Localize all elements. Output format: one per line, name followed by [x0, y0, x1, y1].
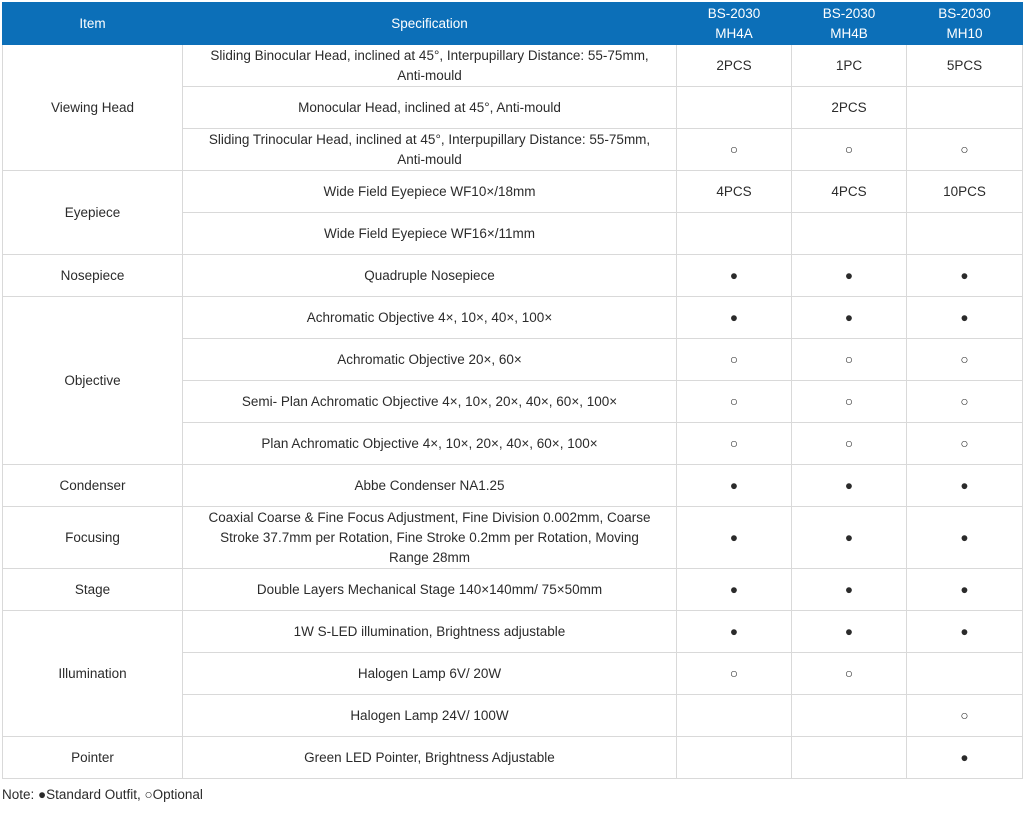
value-cell: ○	[792, 381, 907, 423]
value-cell: ●	[907, 569, 1023, 611]
table-row	[3, 507, 1023, 569]
spec-cell: Wide Field Eyepiece WF16×/11mm	[183, 213, 677, 255]
spec-cell: Monocular Head, inclined at 45°, Anti-mould	[183, 87, 677, 129]
table-row	[3, 611, 1023, 653]
value-cell	[792, 737, 907, 779]
value-cell: ●	[792, 569, 907, 611]
item-cell: Eyepiece	[3, 171, 183, 255]
value-cell: ●	[677, 255, 792, 297]
table-row	[3, 255, 1023, 297]
spec-cell: Halogen Lamp 6V/ 20W	[183, 653, 677, 695]
header-model-mh10: BS-2030 MH10	[907, 3, 1023, 45]
value-cell: ●	[792, 297, 907, 339]
table-row	[3, 465, 1023, 507]
value-cell: 2PCS	[792, 87, 907, 129]
item-cell: Objective	[3, 297, 183, 465]
spec-table	[2, 2, 1023, 779]
value-cell: ○	[677, 423, 792, 465]
value-cell: ○	[907, 381, 1023, 423]
spec-cell: Sliding Trinocular Head, inclined at 45°, Interpupillary Distance: 55-75mm, Anti-mould	[183, 129, 677, 171]
value-cell: ○	[907, 423, 1023, 465]
value-cell: 1PC	[792, 45, 907, 87]
table-row	[3, 45, 1023, 87]
value-cell	[677, 695, 792, 737]
spec-cell: Sliding Binocular Head, inclined at 45°, Interpupillary Distance: 55-75mm, Anti-mould	[183, 45, 677, 87]
value-cell: ○	[677, 653, 792, 695]
value-cell: ●	[792, 255, 907, 297]
value-cell: ●	[907, 297, 1023, 339]
value-cell: ●	[907, 611, 1023, 653]
value-cell: ○	[907, 129, 1023, 171]
value-cell: ○	[792, 129, 907, 171]
header-item: Item	[3, 3, 183, 45]
value-cell: ●	[677, 611, 792, 653]
table-row	[3, 171, 1023, 213]
spec-cell: Halogen Lamp 24V/ 100W	[183, 695, 677, 737]
value-cell	[907, 653, 1023, 695]
value-cell: ○	[792, 339, 907, 381]
spec-cell: Achromatic Objective 20×, 60×	[183, 339, 677, 381]
value-cell: ○	[792, 423, 907, 465]
value-cell: ○	[792, 653, 907, 695]
value-cell: 4PCS	[677, 171, 792, 213]
value-cell	[677, 87, 792, 129]
table-note: Note: ●Standard Outfit, ○Optional	[2, 787, 203, 802]
value-cell: ●	[677, 297, 792, 339]
value-cell: ○	[677, 129, 792, 171]
value-cell: ●	[792, 465, 907, 507]
item-cell: Focusing	[3, 507, 183, 569]
value-cell	[792, 213, 907, 255]
value-cell: 10PCS	[907, 171, 1023, 213]
item-cell: Pointer	[3, 737, 183, 779]
table-row	[3, 737, 1023, 779]
value-cell	[907, 87, 1023, 129]
spec-cell: Abbe Condenser NA1.25	[183, 465, 677, 507]
value-cell	[677, 737, 792, 779]
value-cell: ●	[907, 507, 1023, 569]
value-cell	[677, 213, 792, 255]
item-cell: Condenser	[3, 465, 183, 507]
value-cell: 2PCS	[677, 45, 792, 87]
item-cell: Nosepiece	[3, 255, 183, 297]
value-cell: ○	[907, 339, 1023, 381]
item-cell: Viewing Head	[3, 45, 183, 171]
value-cell	[792, 695, 907, 737]
spec-cell: Double Layers Mechanical Stage 140×140mm/ 75×50mm	[183, 569, 677, 611]
header-spec: Specification	[183, 3, 677, 45]
value-cell: ○	[677, 381, 792, 423]
value-cell: ●	[907, 255, 1023, 297]
item-cell: Stage	[3, 569, 183, 611]
spec-cell: Quadruple Nosepiece	[183, 255, 677, 297]
value-cell: ●	[792, 507, 907, 569]
spec-cell: Semi- Plan Achromatic Objective 4×, 10×, 20×, 40×, 60×, 100×	[183, 381, 677, 423]
header-row	[3, 3, 1023, 45]
header-model-mh4a: BS-2030 MH4A	[677, 3, 792, 45]
value-cell: ○	[677, 339, 792, 381]
value-cell: ●	[677, 507, 792, 569]
value-cell	[907, 213, 1023, 255]
spec-cell: Green LED Pointer, Brightness Adjustable	[183, 737, 677, 779]
table-row	[3, 569, 1023, 611]
value-cell: ●	[907, 465, 1023, 507]
spec-cell: 1W S-LED illumination, Brightness adjustable	[183, 611, 677, 653]
spec-cell: Wide Field Eyepiece WF10×/18mm	[183, 171, 677, 213]
value-cell: ●	[792, 611, 907, 653]
table-row	[3, 297, 1023, 339]
spec-cell: Achromatic Objective 4×, 10×, 40×, 100×	[183, 297, 677, 339]
value-cell: ●	[677, 569, 792, 611]
item-cell: Illumination	[3, 611, 183, 737]
value-cell: 5PCS	[907, 45, 1023, 87]
value-cell: ○	[907, 695, 1023, 737]
value-cell: ●	[677, 465, 792, 507]
value-cell: ●	[907, 737, 1023, 779]
spec-cell: Coaxial Coarse & Fine Focus Adjustment, Fine Division 0.002mm, Coarse Stroke 37.7mm per Rotation, Fine Stroke 0.2mm per Rotation, Moving Range 28mm	[183, 507, 677, 569]
value-cell: 4PCS	[792, 171, 907, 213]
spec-cell: Plan Achromatic Objective 4×, 10×, 20×, 40×, 60×, 100×	[183, 423, 677, 465]
header-model-mh4b: BS-2030 MH4B	[792, 3, 907, 45]
